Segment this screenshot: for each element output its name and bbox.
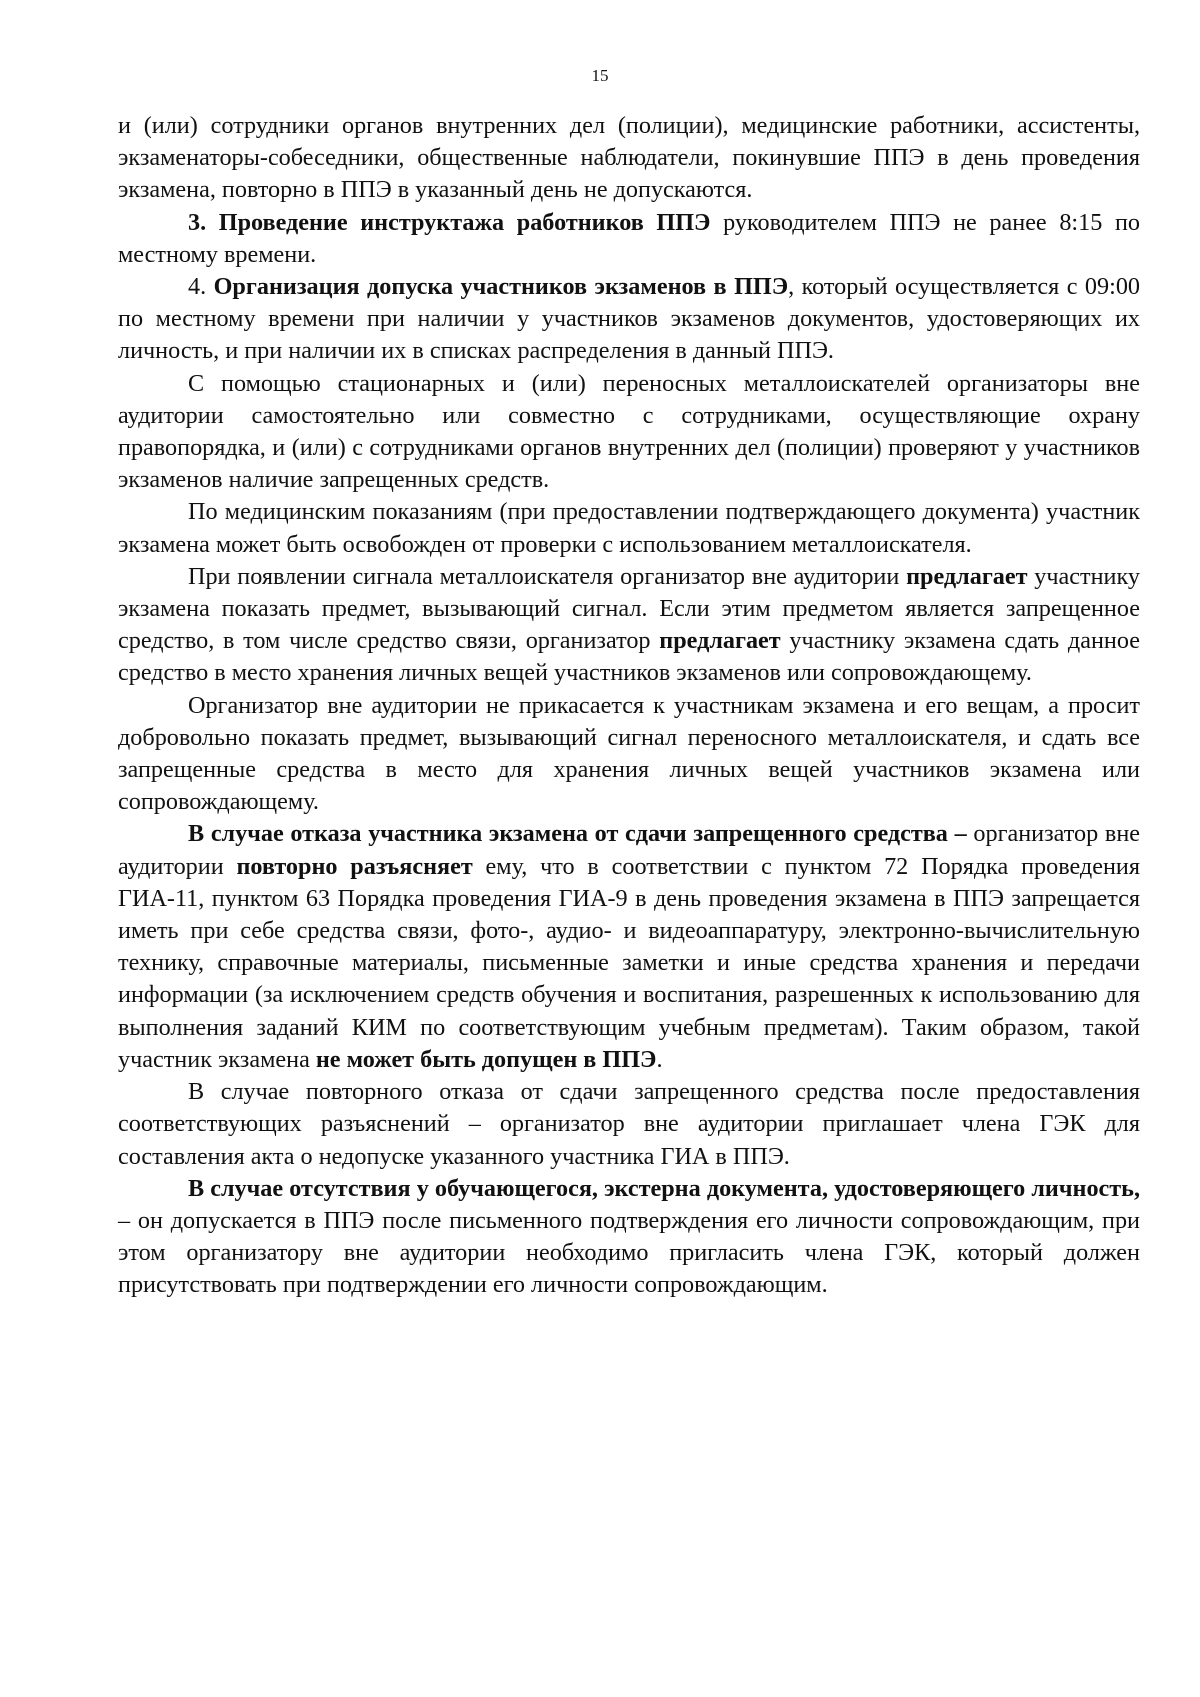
text-run: – он допускается в ППЭ после письменного подтверждения его личности сопровождающим, при этом организатору вне аудитории необходимо пригласить члена ГЭК, который должен присутствовать при подтверждении его личности сопровождающим. xyxy=(118,1206,1140,1299)
text-run: Организатор вне аудитории не прикасается к участникам экзамена и его вещам, а просит добровольно показать предмет, вызывающий сигнал переносного металлоискателя, и сдать все запрещенные средства в место для хранения личных вещей участников экзамена или сопровождающему. xyxy=(118,691,1140,816)
bold-run: не может быть допущен в ППЭ xyxy=(315,1045,657,1073)
bold-run: В случае отказа участника экзамена от сдачи запрещенного средства – xyxy=(188,820,967,848)
text-run: С помощью стационарных и (или) переносных металлоискателей организаторы вне аудитории самостоятельно или совместно с сотрудниками, осуществляющие охрану правопорядка, и (или) с сотрудниками органов внутренних дел (полиции) проверяют у участников экзаменов наличие запрещенных средств. xyxy=(118,369,1140,494)
bold-run: предлагает xyxy=(906,562,1028,590)
text-run: организатор вне аудитории xyxy=(118,820,1140,880)
document-body xyxy=(118,110,1140,1302)
text-run: руководителем ППЭ не ранее 8:15 по местному времени. xyxy=(118,208,1141,268)
text-run: В случае повторного отказа от сдачи запрещенного средства после предоставления соответствующих разъяснений – организатор вне аудитории приглашает члена ГЭК для составления акта о недопуске указанного участника ГИА в ППЭ. xyxy=(118,1078,1140,1170)
bold-run: Организация допуска участников экзаменов в ППЭ xyxy=(213,273,789,301)
page-number: 15 xyxy=(591,66,609,85)
text-run: ему, что в соответствии с пунктом 72 Порядка проведения ГИА-11, пунктом 63 Порядка проведения ГИА-9 в день проведения экзамена в ППЭ запрещается иметь при себе средства связи, фото-, аудио- и видеоаппаратуру, электронно-вычислительную технику, справочные материалы, письменные заметки и иные средства хранения и передачи информации (за исключением средств обучения и воспитания, разрешенных к использованию для выполнения заданий КИМ по соответствующим учебным предметам). Таким образом, такой участник экзамена xyxy=(118,852,1140,1073)
text-run: и (или) сотрудники органов внутренних дел (полиции), медицинские работники, ассистенты, экзаменаторы-собеседники, общественные наблюдатели, покинувшие ППЭ в день проведения экзамена, повторно в ППЭ в указанный день не допускаются. xyxy=(118,112,1140,204)
text-run: При появлении сигнала металлоискателя организатор вне аудитории xyxy=(188,562,907,590)
paragraph xyxy=(118,271,1140,368)
paragraph xyxy=(118,207,1140,271)
paragraph xyxy=(118,1173,1140,1302)
text-run: 4. xyxy=(188,273,214,301)
paragraph xyxy=(118,110,1140,207)
paragraph xyxy=(118,690,1140,819)
text-run: , который осуществляется с 09:00 по местному времени при наличии у участников экзаменов документов, удостоверяющих их личность, и при наличии их в списках распределения в данный ППЭ. xyxy=(118,273,1141,365)
bold-run: В случае отсутствия у обучающегося, экстерна документа, удостоверяющего личность, xyxy=(188,1174,1140,1202)
text-run: участнику экзамена показать предмет, вызывающий сигнал. Если этим предметом является запрещенное средство, в том числе средство связи, организатор xyxy=(118,562,1140,655)
paragraph xyxy=(118,1076,1140,1173)
text-run: участнику экзамена сдать данное средство в место хранения личных вещей участников экзаменов или сопровождающему. xyxy=(118,627,1140,687)
paragraph xyxy=(118,368,1140,497)
paragraph xyxy=(118,818,1140,1076)
text-run: По медицинским показаниям (при предоставлении подтверждающего документа) участник экзамена может быть освобожден от проверки с использованием металлоискателя. xyxy=(118,498,1140,558)
bold-run: 3. Проведение инструктажа работников ППЭ xyxy=(188,208,711,236)
bold-run: предлагает xyxy=(659,627,781,655)
text-run: . xyxy=(656,1045,663,1073)
bold-run: повторно разъясняет xyxy=(236,852,473,880)
paragraph xyxy=(118,561,1140,690)
paragraph xyxy=(118,496,1140,560)
